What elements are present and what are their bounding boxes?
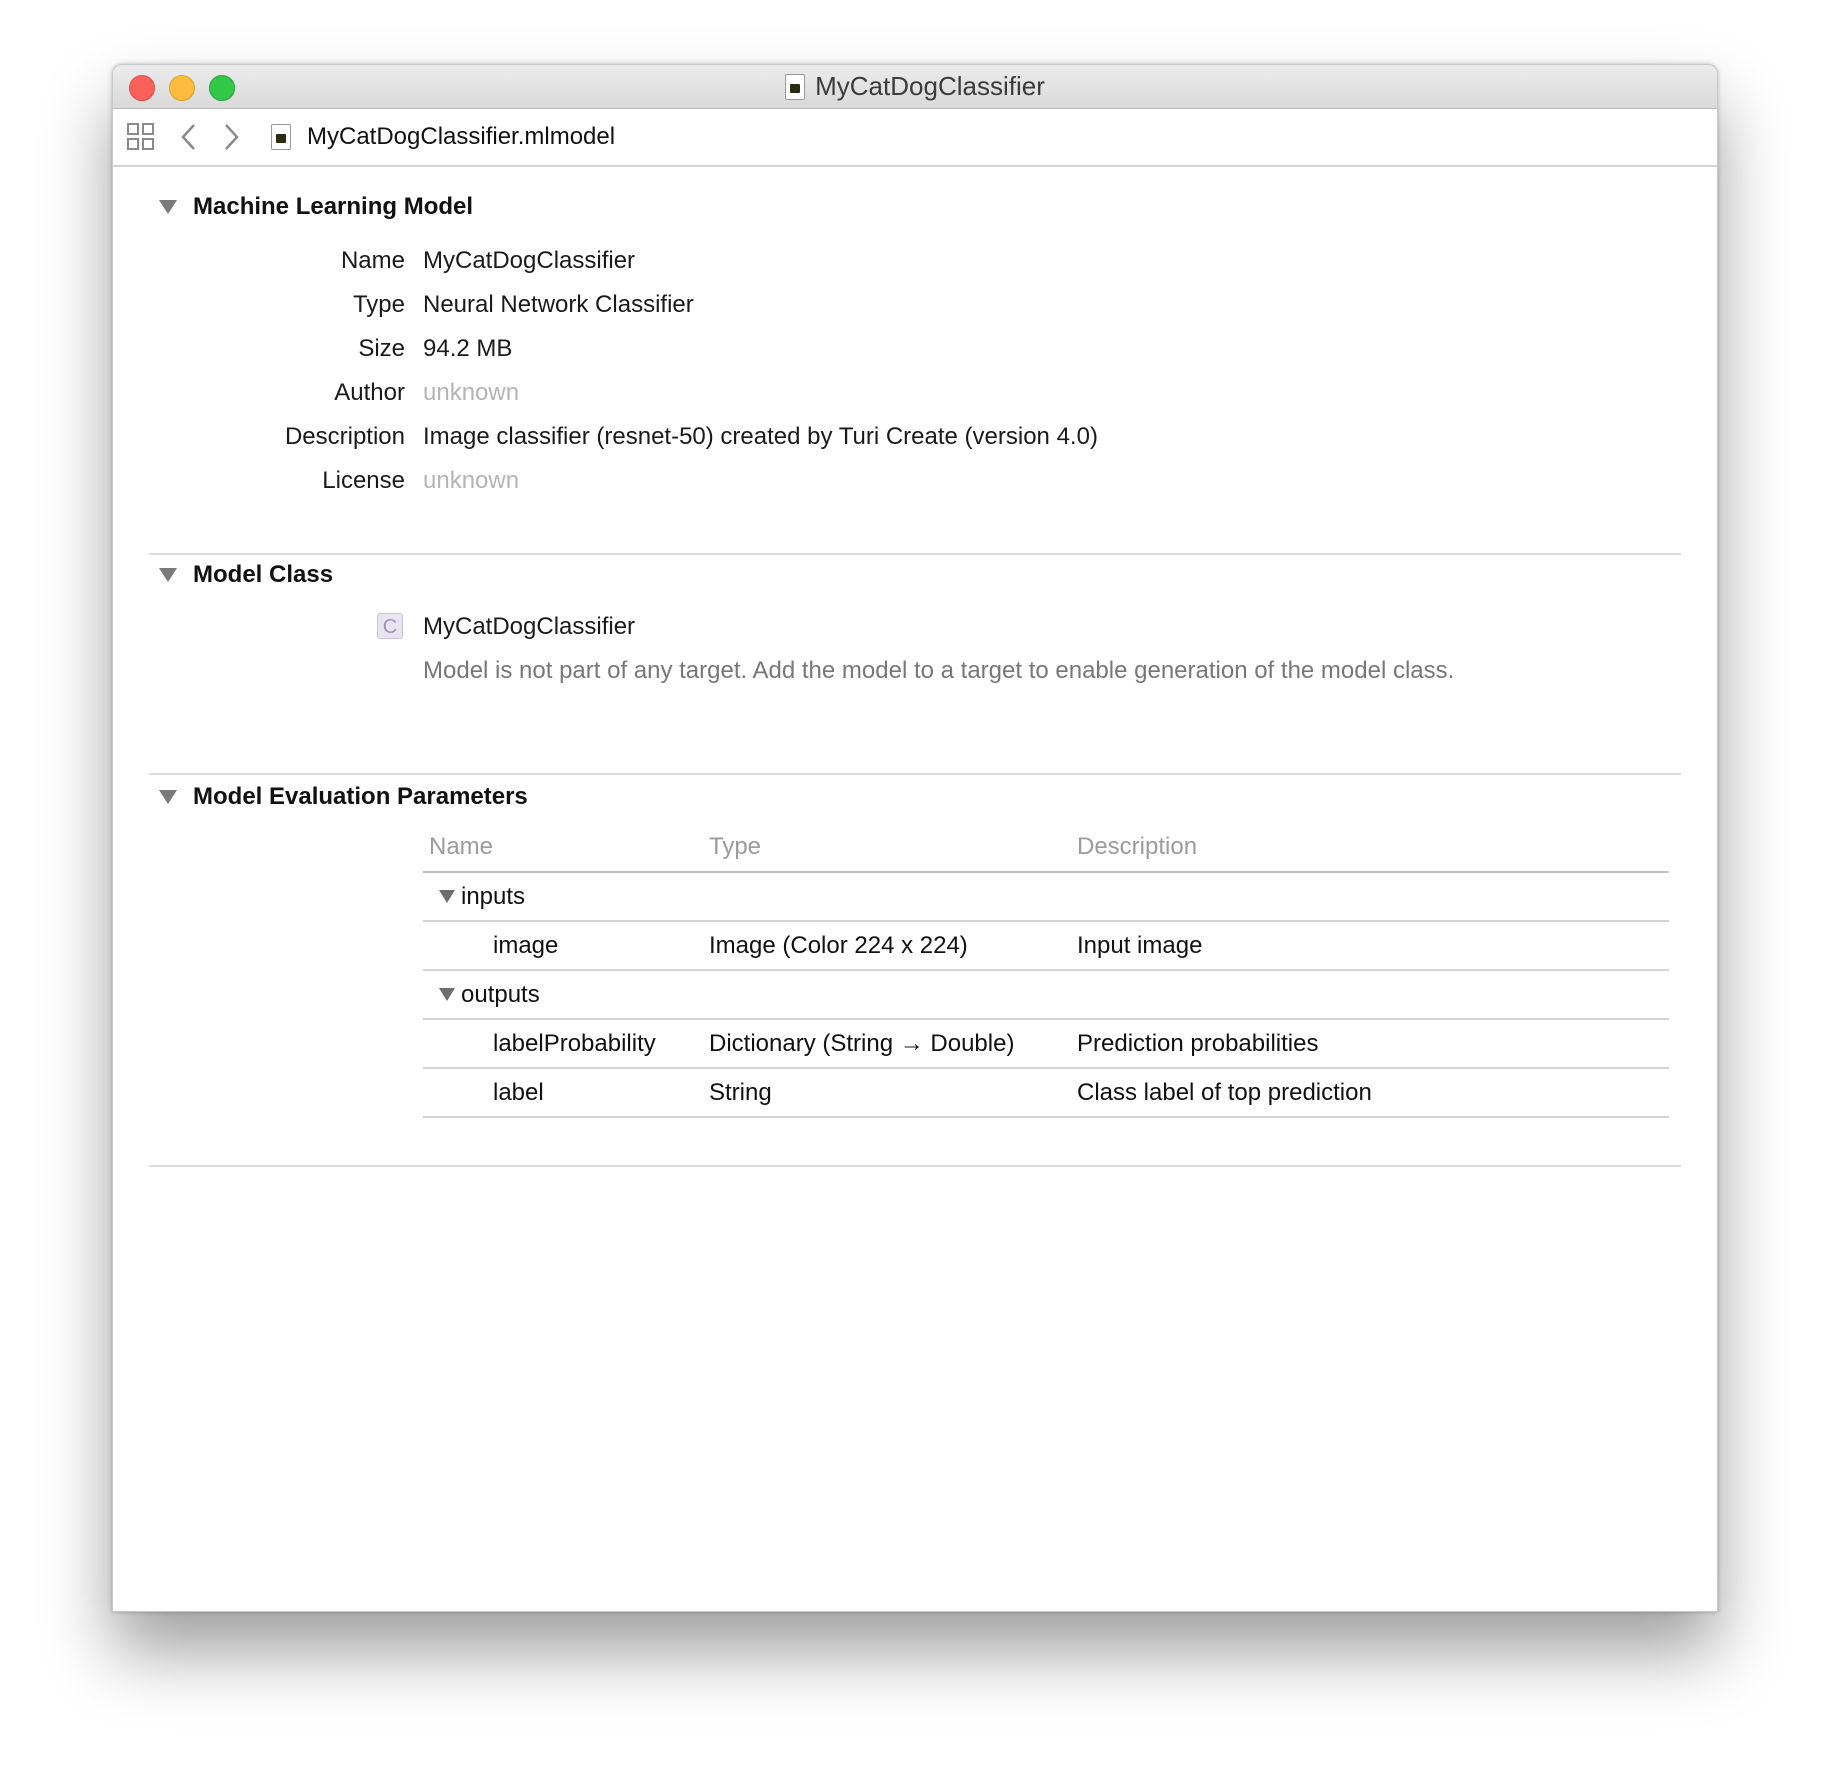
property-value: 94.2 MB bbox=[423, 335, 513, 362]
param-description: Class label of top prediction bbox=[1077, 1079, 1372, 1106]
property-label: Author bbox=[334, 379, 405, 406]
class-c-icon: C bbox=[377, 613, 403, 639]
property-row-license bbox=[149, 459, 1681, 503]
mlmodel-file-icon bbox=[271, 124, 291, 150]
property-label: License bbox=[322, 467, 405, 494]
disclosure-triangle-icon[interactable] bbox=[159, 790, 177, 804]
property-label: Size bbox=[358, 335, 405, 362]
model-class-name[interactable]: MyCatDogClassifier bbox=[423, 613, 636, 640]
section-machine-learning-model bbox=[149, 189, 1681, 555]
related-items-grid-icon[interactable] bbox=[127, 123, 155, 151]
param-type: Dictionary (String → Double) bbox=[709, 1030, 1015, 1057]
table-row[interactable] bbox=[423, 1069, 1669, 1118]
column-header-type[interactable]: Type bbox=[709, 833, 762, 860]
property-row-size bbox=[149, 327, 1681, 371]
table-row[interactable] bbox=[423, 1020, 1669, 1069]
disclosure-triangle-icon[interactable] bbox=[439, 890, 455, 903]
param-name: labelProbability bbox=[493, 1030, 656, 1057]
param-type: Image (Color 224 x 224) bbox=[709, 932, 968, 959]
property-row-type bbox=[149, 283, 1681, 327]
property-value: unknown bbox=[423, 467, 520, 494]
table-row[interactable] bbox=[423, 922, 1669, 971]
section-title: Model Class bbox=[193, 561, 334, 588]
group-label: outputs bbox=[461, 981, 540, 1008]
property-value: Neural Network Classifier bbox=[423, 291, 694, 318]
property-label: Name bbox=[340, 247, 405, 274]
property-label: Type bbox=[352, 291, 405, 318]
model-class-note: Model is not part of any target. Add the model to a target to enable generation of the model class. bbox=[423, 657, 1455, 684]
param-name: label bbox=[493, 1079, 544, 1106]
title-bar[interactable] bbox=[113, 65, 1717, 109]
table-group-row-inputs[interactable] bbox=[423, 873, 1669, 922]
param-description: Prediction probabilities bbox=[1077, 1030, 1319, 1057]
disclosure-triangle-icon[interactable] bbox=[439, 988, 455, 1001]
jump-bar bbox=[113, 109, 1717, 167]
param-type: String bbox=[709, 1079, 772, 1106]
param-description: Input image bbox=[1077, 932, 1203, 959]
disclosure-triangle-icon[interactable] bbox=[159, 200, 177, 214]
property-label: Description bbox=[284, 423, 405, 450]
window-title-group bbox=[113, 65, 1717, 108]
column-header-description[interactable]: Description bbox=[1077, 833, 1198, 860]
section-header-eval-params[interactable] bbox=[149, 779, 528, 815]
window-title: MyCatDogClassifier bbox=[815, 71, 1045, 101]
property-row-description bbox=[149, 415, 1681, 459]
xcode-window bbox=[112, 64, 1718, 1612]
section-divider bbox=[149, 1165, 1681, 1167]
section-model-evaluation-parameters bbox=[149, 777, 1681, 1207]
breadcrumb-file[interactable]: MyCatDogClassifier.mlmodel bbox=[307, 123, 616, 150]
chevron-left-icon[interactable] bbox=[175, 121, 203, 153]
mlmodel-file-icon bbox=[785, 74, 805, 100]
section-model-class bbox=[149, 557, 1681, 777]
section-header-ml-model[interactable] bbox=[149, 189, 473, 225]
model-class-row bbox=[149, 605, 1681, 649]
group-label: inputs bbox=[461, 883, 526, 910]
chevron-right-icon[interactable] bbox=[217, 121, 245, 153]
param-name: image bbox=[493, 932, 559, 959]
table-header bbox=[423, 823, 1669, 873]
disclosure-triangle-icon[interactable] bbox=[159, 568, 177, 582]
section-title: Machine Learning Model bbox=[193, 193, 474, 220]
property-row-name bbox=[149, 239, 1681, 283]
property-value: unknown bbox=[423, 379, 520, 406]
section-divider bbox=[149, 553, 1681, 555]
parameters-table bbox=[423, 823, 1669, 1123]
section-title: Model Evaluation Parameters bbox=[193, 783, 528, 810]
column-header-name[interactable]: Name bbox=[429, 833, 494, 860]
property-value: Image classifier (resnet-50) created by Turi Create (version 4.0) bbox=[423, 423, 1098, 450]
property-value: MyCatDogClassifier bbox=[423, 247, 636, 274]
section-header-model-class[interactable] bbox=[149, 557, 333, 593]
table-group-row-outputs[interactable] bbox=[423, 971, 1669, 1020]
section-divider bbox=[149, 773, 1681, 775]
model-editor-content bbox=[113, 167, 1717, 1611]
property-row-author bbox=[149, 371, 1681, 415]
